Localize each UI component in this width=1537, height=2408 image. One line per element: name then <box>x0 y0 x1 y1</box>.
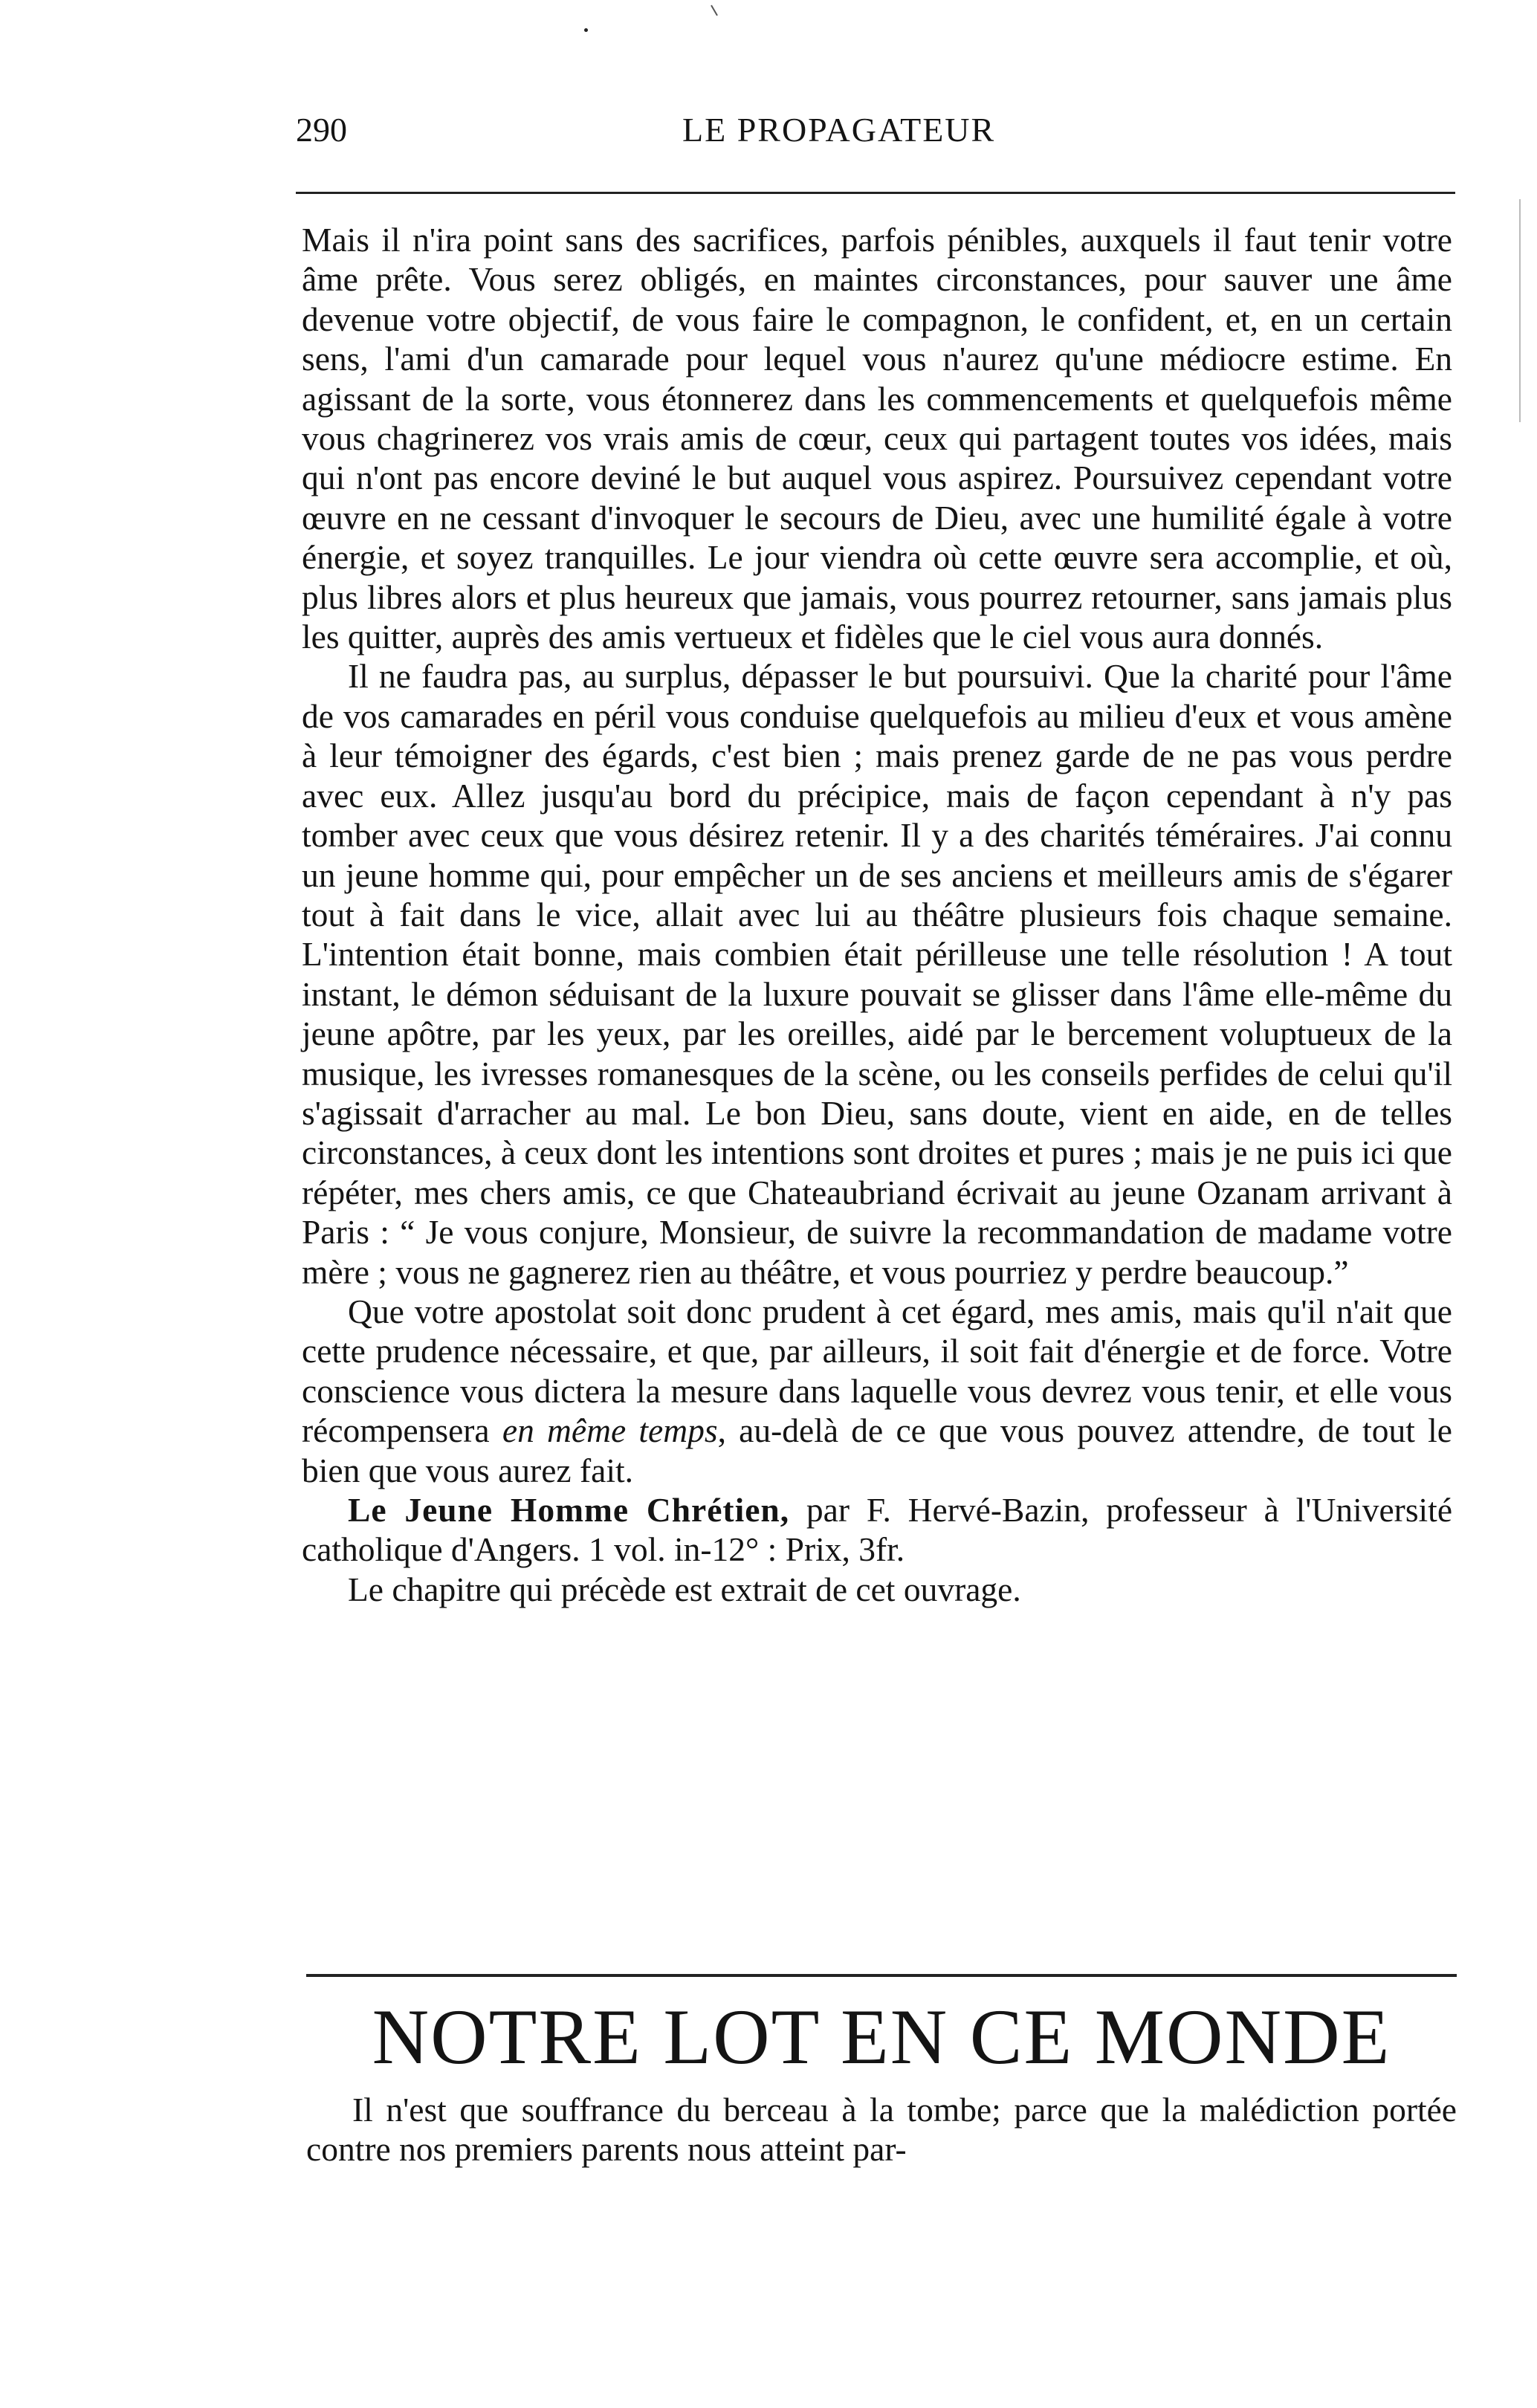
book-title: Le Jeune Homme Chrétien, <box>348 1491 790 1529</box>
page-number: 290 <box>296 111 347 149</box>
book-info: par F. Hervé-Bazin, professeur à l'Université catholique d'Angers. 1 vol. in-12° : Prix, 3fr. <box>302 1491 1453 1569</box>
section-paragraph-1: Il n'est que souffrance du berceau à la tombe; parce que la malédiction portée contre nos premiers parents nous atteint par- <box>306 2091 1457 2169</box>
ink-mark <box>711 5 718 16</box>
paragraph-1: Mais il n'ira point sans des sacrifices, parfois pénibles, auxquels il faut tenir votre âme prête. Vous serez obligés, en maintes circonstances, pour sauver une âme devenue votre objectif, de vous faire le compagnon, le confident, et, en un certain sens, l'ami d'un camarade pour lequel vous n'aurez qu'une médiocre estime. En agissant de la sorte, vous étonnerez dans les commencements et quelquefois même vous chagrinerez vos vrais amis de cœur, ceux qui partagent toutes vos idées, mais qui n'ont pas encore deviné le but auquel vous aspirez. Poursuivez cependant votre œuvre en ne cessant d'invoquer le secours de Dieu, avec une humilité égale à votre énergie, et soyez tranquilles. Le jour viendra où cette œuvre sera accomplie, et où, plus libres alors et plus heureux que jamais, vous pourrez retourner, sans jamais plus les quitter, auprès des amis vertueux et fidèles que le ciel vous aura donnés. <box>302 221 1452 656</box>
margin-mark <box>1519 199 1521 422</box>
book-reference <box>302 1490 1452 1570</box>
section-separator <box>306 1974 1457 1977</box>
header-rule <box>296 192 1455 194</box>
book-note: Le chapitre qui précède est extrait de cet ouvrage. <box>348 1570 1021 1608</box>
section-body <box>306 2090 1457 2169</box>
running-header <box>296 110 1455 162</box>
paragraph-3 <box>302 1292 1452 1490</box>
ink-speck <box>584 28 588 32</box>
paragraph-3-italic: en même temps <box>502 1411 718 1450</box>
paragraph-2: Il ne faudra pas, au surplus, dépasser le but poursuivi. Que la charité pour l'âme de vos camarades en péril vous conduise quelquefois au milieu d'eux et vous amène à leur témoigner des égards, c'est bien ; mais prenez garde de ne pas vous perdre avec eux. Allez jusqu'au bord du précipice, mais de façon cependant à n'y pas tomber avec ceux que vous désirez retenir. Il y a des charités téméraires. J'ai connu un jeune homme qui, pour empêcher un de ses anciens et meilleurs amis de s'égarer tout à fait dans le vice, allait avec lui au théâtre plusieurs fois chaque semaine. L'intention était bonne, mais combien était périlleuse une telle résolution ! A tout instant, le démon séduisant de la luxure pouvait se glisser dans l'âme elle-même du jeune apôtre, par les yeux, par les oreilles, aidé par le bercement voluptueux de la musique, les ivresses romanesques de la scène, ou les conseils perfides de celui qu'il s'agissait d'arracher au mal. Le bon Dieu, sans doute, vient en aide, en de telles circonstances, à ceux dont les intentions sont droites et pures ; mais je ne puis ici que répéter, mes chers amis, ce que Chateaubriand écrivait au jeune Ozanam arrivant à Paris : “ Je vous conjure, Monsieur, de suivre la recommandation de madame votre mère ; vous ne gagnerez rien au théâtre, et vous pourriez y perdre beaucoup.” <box>302 657 1452 1291</box>
paragraph-3-start: Que votre apostolat soit donc prudent à cet égard, mes amis, mais qu'il n'ait que cette prudence nécessaire, et que, par ailleurs, il soit fait d'énergie et de force. Votre conscience vous dictera la mesure dans laquelle vous devrez vous tenir, et elle vous récompensera <box>302 1292 1452 1450</box>
article-body <box>302 220 1452 1609</box>
paragraph-3-end: , au-delà de ce que vous pouvez attendre, de tout le bien que vous aurez fait. <box>302 1411 1452 1489</box>
running-title: LE PROPAGATEUR <box>682 111 996 149</box>
section-title: NOTRE LOT EN CE MONDE <box>372 1993 1391 2080</box>
